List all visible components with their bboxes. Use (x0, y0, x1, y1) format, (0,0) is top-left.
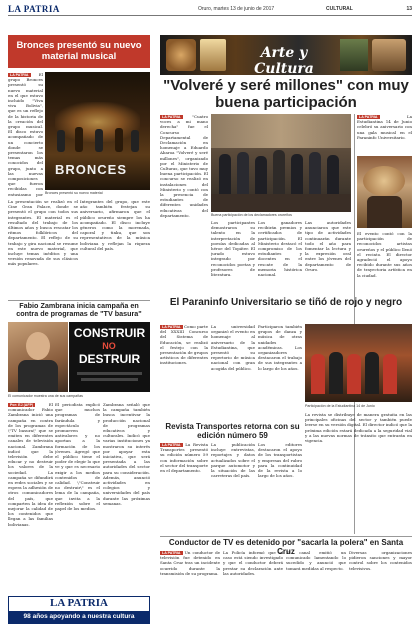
story-tag: LA PATRIA (162, 551, 181, 555)
conductor-text-1: LA PATRIA Un conductor de televisión fue detenido en Santa Cruz tras un incidente ocurrido durante la transmisión de su programa. (160, 550, 220, 576)
right-photo (357, 156, 412, 228)
main-text-1: LA PATRIA "Cuatro voces a mi mano derecha" fue el Concurso Departamental de Declamación en homenaje a Eduardo Abaroa "Volveré y seré millones", organizado por el Ministerio de Culturas, que tuvo muy buena participación. El concurso se realizó en instalaciones del Ministerio y contó con la presencia de estudiantes de diferentes unidades educativas del departamento. (160, 114, 208, 218)
bronces-caption: Bronces presentó su nuevo material (45, 191, 103, 195)
story-tag: LA PATRIA (359, 115, 378, 119)
paraninfo-text-3: Participaron también grupos de danza y música de otras unidades académicas. Los organizadores destacaron el trabajo de sus integrantes a lo largo de los años. (258, 324, 302, 371)
footer-banner (8, 596, 150, 624)
page-number: 13 (406, 6, 412, 12)
transportes-text-3: Los editores destacaron el apoyo de los transportistas y empresas del rubro para la continuidad de la revista a lo largo de los años. (258, 442, 302, 479)
zambrana-text-2: El periodista explicó que muchos programas de farándula y espectáculo promueven antivalores y no aportan a la formación de los jóvenes. Agregó que el público tiene el poder de elegir lo que ve y que es necesario exigir a los medios contenidos de calidad. \"Construir no destruir\" es el lema de la campaña, que invita a la reflexión sobre el papel de los medios. (55, 402, 100, 512)
transportes-text-1: LA PATRIA La Revista Transportes presentó su edición número 59 con información sobre el sector del transporte en el departamento. (160, 442, 208, 474)
paraninfo-text-2: La universidad organizó el evento en homenaje al aniversario de la Estudiantina, que presentó su repertorio de música nacional con gran acogida del público. (211, 324, 255, 371)
story-tag: Por: EJ (AFP) (10, 403, 34, 407)
right-text-1: LA PATRIA La Estudiantina 14 de Junio celebró su aniversario con una gala musical en el Paraninfo Universitario. (357, 114, 412, 140)
conductor-text-3: El canal emitió un comunicado lamentando lo sucedido y anunció que tomará medidas al respecto. (286, 550, 346, 571)
conductor-text-2: La Policía informó que el caso está siendo investigado y que el conductor deberá prestar su declaración ante las autoridades. (223, 550, 283, 576)
poster-no: NO (102, 341, 116, 351)
page-header (8, 4, 412, 16)
poster-destruir: DESTRUIR (78, 352, 141, 366)
story-tag: LA PATRIA (162, 443, 181, 447)
section-name: CULTURAL (326, 6, 353, 12)
bronces-continued-text-2: Integrantes del grupo, que este año también festejan su aniversario, afirmaron que el público orureño siempre los ha acompañado. El disco incluye géneros como la morenada, caporal y tinku, que son representativos de la música boliviana y reflejan la riqueza cultural del país. (80, 199, 150, 251)
main-headline: "Volveré y seré millones" con muy buena participación (163, 77, 409, 111)
story-bronces-text: LA PATRIA El grupo Bronces presentó su nuevo material en el que estuvo incluido "Viva viva Bolivia", que es un reflejo de la historia de la creación del grupo musical. El disco estuvo acompañado de un concierto donde se presentaron los temas más conocidos del grupo, junto a las nuevas composiciones que fueron recibidas con entusiasmo por (8, 72, 43, 197)
main-photo (211, 114, 351, 212)
masthead-logo: LA PATRIA (8, 4, 60, 14)
transportes-text-2: La publicación incluye entrevistas, reportajes y datos actualizados sobre el parque automotor y la situación de las carreteras del país. (211, 442, 255, 479)
main-text-2: Los participantes demostraron su talento en la interpretación de poesías dedicadas al héroe del Topáter. El jurado estuvo integrado por reconocidos poetas y profesores de literatura. (211, 220, 255, 278)
paraninfo-text-1: LA PATRIA Como parte del XXXIII Concurso del Sistema de Educación, se realizó el festejo con la presentación de grupos artísticos de diferentes instituciones. (160, 324, 208, 366)
banner-title: Arte y Cultura (254, 45, 314, 77)
bronces-sign: BRONCES (55, 162, 128, 177)
conductor-text-4: Diversas organizaciones pidieron sanciones y mayor control sobre los contenidos televisivos. (349, 550, 412, 571)
story-tag: LA PATRIA (10, 73, 29, 77)
main-lead: "Cuatro voces a mi mano derecha" fue el Concurso Departamental de Declamación en homenaje a Eduardo Abaroa "Volveré y seré millones", organizado por el Ministerio de Culturas, que tuvo muy buena participación. (160, 114, 208, 177)
story-lead: El grupo Bronces presentó su nuevo material en el que estuvo incluido "Viva viva Bolivia", que es un reflejo de la historia de la creación del grupo musical. (8, 72, 43, 130)
footer-slogan: 98 años apoyando a nuestra cultura (9, 611, 149, 623)
bronces-continued-text: La presentación se realizó en el Cine Gran Palace, donde se presentó el grupo con todos sus integrantes. El material es el resultado del trabajo de los últimos años y busca rescatar los ritmos folklóricos del departamento. El reflejo de su trabajo y gira nacional se resume en este nuevo material, que incluye temas inéditos y una versión renovada de sus clásicos más populares. (8, 199, 78, 267)
right-text-2: El evento contó con la participación de reconocidos artistas orureños y el público llenó el recinto. El director agradeció el apoyo recibido durante sus años de trayectoria artística en la ciudad. (357, 231, 412, 278)
zambrana-text-3: Zambrana señaló que la campaña también busca incentivar la producción nacional de programas educativos y culturales. Indicó que varias instituciones ya mostraron su interés por apoyar esta iniciativa, que será presentada a las autoridades del sector para su consideración. Además, anunció actividades en colegios y universidades del país durante las próximas semanas. (103, 402, 150, 506)
campaign-poster (69, 322, 150, 392)
poster-construir: CONSTRUIR (73, 326, 146, 340)
transportes-text-4: La revista se distribuye de manera gratuita en las principales oficinas del sector y también puede leerse en su versión digital. El director indicó que la próxima edición estará dedicada a la seguridad vial y a las nuevas normas de tránsito que entrarán en vigencia. (305, 412, 412, 444)
story-zambrana-headline: Fabio Zambrana inicia campaña en contra de programas de "TV basura" (16, 301, 142, 318)
conductor-headline: Conductor de TV es detenido por "sacarla la polera" en Santa Cruz (168, 538, 404, 556)
transportes-headline: Revista Transportes retorna con su edición número 59 (165, 422, 300, 440)
zambrana-caption: El comunicador muestra una de sus campañas (8, 394, 83, 398)
main-text-4: Las autoridades anunciaron que este tipo de actividades continuarán durante todo el año para fomentar la lectura y la expresión oral entre los jóvenes del departamento de Oruro. (305, 220, 351, 272)
footer-logo: LA PATRIA (50, 597, 108, 609)
paraninfo-photo (305, 324, 412, 402)
arte-cultura-banner (160, 35, 412, 75)
zambrana-photo (8, 322, 68, 392)
story-tag: LA PATRIA (162, 115, 181, 119)
dateline: Oruro, martes 13 de junio de 2017 (198, 6, 275, 12)
main-photo-caption: Buena participación de los declamadores orureños (211, 213, 292, 217)
bronces-photo (45, 72, 150, 190)
paraninfo-caption: Participación de la Estudiantina 14 de Junio (305, 404, 375, 408)
paraninfo-headline: El Paraninfo Universitario se tiñó de rojo y negro (169, 297, 403, 308)
story-bronces-headline: Bronces presentó su nuevo material musical (8, 35, 150, 68)
story-tag: LA PATRIA (162, 325, 181, 329)
main-text-3: Los ganadores recibirán premios y certificados de participación. El Ministerio destacó el compromiso de los estudiantes y docentes en el rescate de la memoria histórica nacional. (258, 220, 302, 278)
divider (160, 536, 412, 537)
zambrana-text-1: Por: EJ (AFP) El comunicador Fabio Zambrana inició una campaña en contra de los programas de \"TV basura\" que se emiten en diferentes canales de televisión nacional. Zambrana indicó que la televisión debe educar y no destruir los valores de la sociedad. La campaña se difundirá en redes sociales y se espera la adhesión de otros comunicadores del país, que comparten la idea de mejorar la calidad de los contenidos que llegan a las familias bolivianas. (8, 402, 53, 527)
